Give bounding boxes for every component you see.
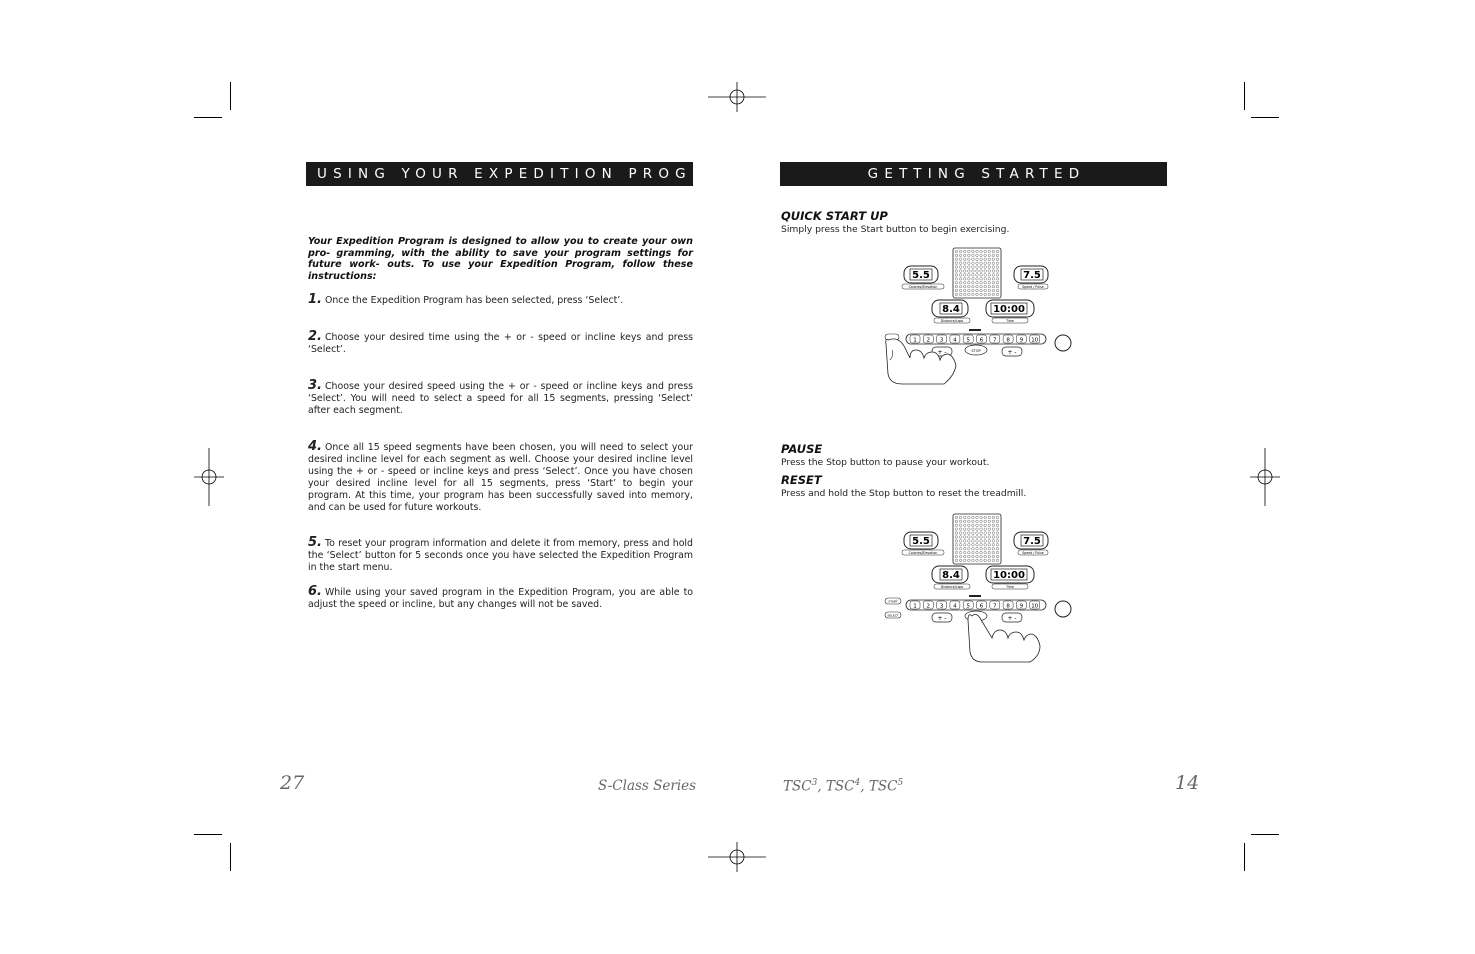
crop-mark: [230, 843, 231, 871]
reset-text: Press and hold the Stop button to reset the treadmill.: [781, 488, 1027, 499]
keypad-key-label: 8: [1006, 603, 1010, 610]
keypad-key-label: 9: [1019, 603, 1024, 610]
keypad-key-label: 1: [913, 603, 917, 610]
keypad-key-label: 7: [993, 603, 997, 610]
label-speed: Speed / Pulse: [1022, 551, 1044, 555]
instruction-step-5: [308, 537, 693, 574]
crop-mark: [1244, 843, 1245, 871]
step-text: Choose your desired speed using the + or - speed or incline keys and press ‘Select’. You will need to select a speed for all 15 segments, pressing ‘Select’ after each segment.: [308, 381, 693, 416]
keypad-key-label: 3: [939, 603, 944, 610]
model-number: 3: [811, 778, 818, 788]
keypad-key-label: 2: [926, 603, 931, 610]
model-number: 5: [897, 778, 904, 788]
pause-heading: PAUSE: [781, 442, 823, 456]
display-speed: 7.5: [1023, 536, 1041, 547]
display-calories: 5.5: [912, 536, 930, 547]
keypad-key-label: 7: [993, 337, 997, 344]
display-distance: 8.4: [942, 570, 960, 581]
display-time: 10:00: [993, 304, 1025, 315]
section-banner-expedition: USING YOUR EXPEDITION PROGRAM: [306, 162, 693, 186]
intro-paragraph: Your Expedition Program is designed to allow you to create your own pro- gramming, with the ability to save your program settings for future work- outs. To use your Expedition Program, follow these instructions:: [308, 236, 693, 282]
display-calories: 5.5: [912, 270, 930, 281]
treadmill-console-diagram-start: [880, 246, 1080, 386]
label-distance: Distance/Laps: [940, 585, 964, 589]
crop-mark: [1251, 117, 1279, 118]
instruction-step-2: [308, 331, 693, 356]
keypad-key-label: 3: [939, 337, 944, 344]
keypad-key-label: 1: [913, 337, 917, 344]
display-distance: 8.4: [942, 304, 960, 315]
page-number-right: 14: [1175, 772, 1200, 794]
label-distance: Distance/Laps: [940, 319, 964, 323]
keypad-key-label: 5: [966, 603, 970, 610]
step-number: 6.: [308, 584, 322, 599]
crop-mark: [194, 834, 222, 835]
step-number: 2.: [308, 329, 322, 344]
crop-mark: [1244, 82, 1245, 110]
keypad-key-label: 9: [1019, 337, 1024, 344]
keypad-key-label: 10: [1031, 337, 1039, 344]
display-time: 10:00: [993, 570, 1025, 581]
step-number: 4.: [308, 439, 322, 454]
registration-mark-icon: [708, 82, 766, 112]
label-calories: Calories/Elevation: [908, 551, 938, 555]
keypad-key-label: 8: [1006, 337, 1010, 344]
step-text: Choose your desired time using the + or - speed or incline keys and press ‘Select’.: [308, 332, 693, 355]
label-speed: Speed / Pulse: [1022, 285, 1044, 289]
instruction-step-6: [308, 586, 693, 611]
registration-mark-icon: [708, 842, 766, 872]
pressing-hand-icon: [886, 339, 956, 384]
display-speed: 7.5: [1023, 270, 1041, 281]
label-time: Time: [1006, 319, 1014, 323]
keypad-key-label: 10: [1031, 603, 1039, 610]
instruction-step-4: [308, 441, 693, 514]
step-text: Once all 15 speed segments have been chosen, you will need to select your desired incline level for each segment as well. Choose your desired incline level using the + or - speed or incline keys and press ‘Select’. Once you have chosen your desired incline level for all 15 segments, press ‘Start’ to begin your program. At this time, your program has been successfully saved into memory, and can be used for future workouts.: [308, 442, 693, 513]
quick-start-heading: QUICK START UP: [781, 209, 888, 223]
select-button-label: SELECT: [887, 613, 899, 618]
model-names: TSC$^3$, TSC$^4$, TSC$^5$: [783, 778, 904, 795]
crop-mark: [194, 117, 222, 118]
step-number: 5.: [308, 535, 322, 550]
reset-heading: RESET: [781, 473, 822, 487]
section-banner-getting-started: GETTING STARTED: [780, 162, 1167, 186]
keypad-key-label: 6: [979, 337, 984, 344]
incline-plus-minus: + -: [937, 349, 947, 356]
treadmill-console-diagram-stop: [880, 512, 1080, 664]
label-calories: Calories/Elevation: [908, 285, 938, 289]
keypad-key-label: 4: [953, 337, 957, 344]
keypad-key-label: 4: [953, 603, 957, 610]
incline-plus-minus: + -: [937, 615, 947, 622]
instruction-step-3: [308, 380, 693, 417]
registration-mark-icon: [194, 448, 224, 506]
model-number: 4: [854, 778, 861, 788]
step-number: 1.: [308, 292, 322, 307]
crop-mark: [230, 82, 231, 110]
page-number-left: 27: [280, 772, 305, 794]
speed-plus-minus: + -: [1007, 349, 1017, 356]
start-button-label: START: [888, 599, 898, 604]
series-name: S-Class Series: [598, 778, 697, 794]
registration-mark-icon: [1250, 448, 1280, 506]
step-text: To reset your program information and delete it from memory, press and hold the ‘Select’ button for 5 seconds once you have selected the Expedition Program in the start menu.: [308, 538, 693, 573]
model-base: TSC: [783, 778, 812, 795]
stop-button-label: STOP: [971, 349, 981, 353]
speed-plus-minus: + -: [1007, 615, 1017, 622]
step-number: 3.: [308, 378, 322, 393]
label-time: Time: [1006, 585, 1014, 589]
model-base: TSC: [868, 778, 898, 795]
pause-text: Press the Stop button to pause your workout.: [781, 457, 990, 468]
model-base: TSC: [825, 778, 855, 795]
step-text: Once the Expedition Program has been selected, press ‘Select’.: [324, 295, 624, 306]
keypad-key-label: 2: [926, 337, 931, 344]
instruction-step-1: [308, 294, 693, 307]
step-text: While using your saved program in the Expedition Program, you are able to adjust the speed or incline, but any changes will not be saved.: [308, 587, 693, 610]
crop-mark: [1251, 834, 1279, 835]
keypad-key-label: 5: [966, 337, 970, 344]
keypad-key-label: 6: [979, 603, 984, 610]
quick-start-text: Simply press the Start button to begin exercising.: [781, 224, 1010, 235]
